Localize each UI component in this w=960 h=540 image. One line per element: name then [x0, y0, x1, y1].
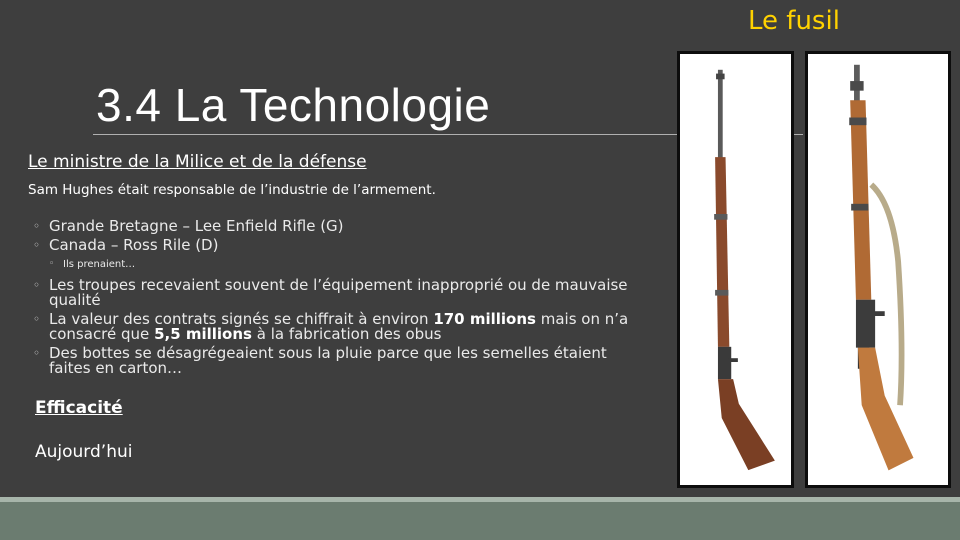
rifle-left-drawing	[680, 54, 791, 485]
bullet-dot-icon: ◦	[49, 259, 55, 269]
sub-list-item: ◦ Ils prenaient…	[49, 259, 136, 270]
bullet-dot-icon: ◦	[33, 238, 41, 252]
lead-text: Sam Hughes était responsable de l’industrie de l’armement.	[28, 182, 436, 198]
bullet-dot-icon: ◦	[33, 219, 41, 233]
rifle-image-left	[677, 51, 794, 488]
efficacite-link[interactable]: Efficacité	[35, 398, 123, 418]
rifle-right-drawing	[808, 54, 948, 485]
footer-band	[0, 502, 960, 540]
list-item: ◦ Canada – Ross Rile (D)	[33, 236, 219, 254]
corner-title: Le fusil	[748, 6, 840, 36]
slide-title: 3.4 La Technologie	[96, 79, 491, 131]
bullet-dot-icon: ◦	[33, 278, 41, 292]
list-item: ◦ Des bottes se désagrégeaient sous la pluie parce que les semelles étaient faites en carton…	[33, 344, 607, 377]
bullet-dot-icon: ◦	[33, 312, 41, 326]
bullet-list	[33, 219, 653, 380]
list-item: ◦ La valeur des contrats signés se chiffrait à environ 170 millions mais on n’a consacré que 5,5 millions à la fabrication des obus	[33, 310, 629, 343]
list-item: ◦ Grande Bretagne – Lee Enfield Rifle (G)	[33, 217, 344, 235]
bullet-dot-icon: ◦	[33, 346, 41, 360]
aujourdhui-link[interactable]: Aujourd’hui	[35, 442, 133, 462]
rifle-image-right	[805, 51, 951, 488]
subheading: Le ministre de la Milice et de la défense	[28, 152, 367, 172]
list-item: ◦ Les troupes recevaient souvent de l’équipement inapproprié ou de mauvaise qualité	[33, 276, 628, 309]
